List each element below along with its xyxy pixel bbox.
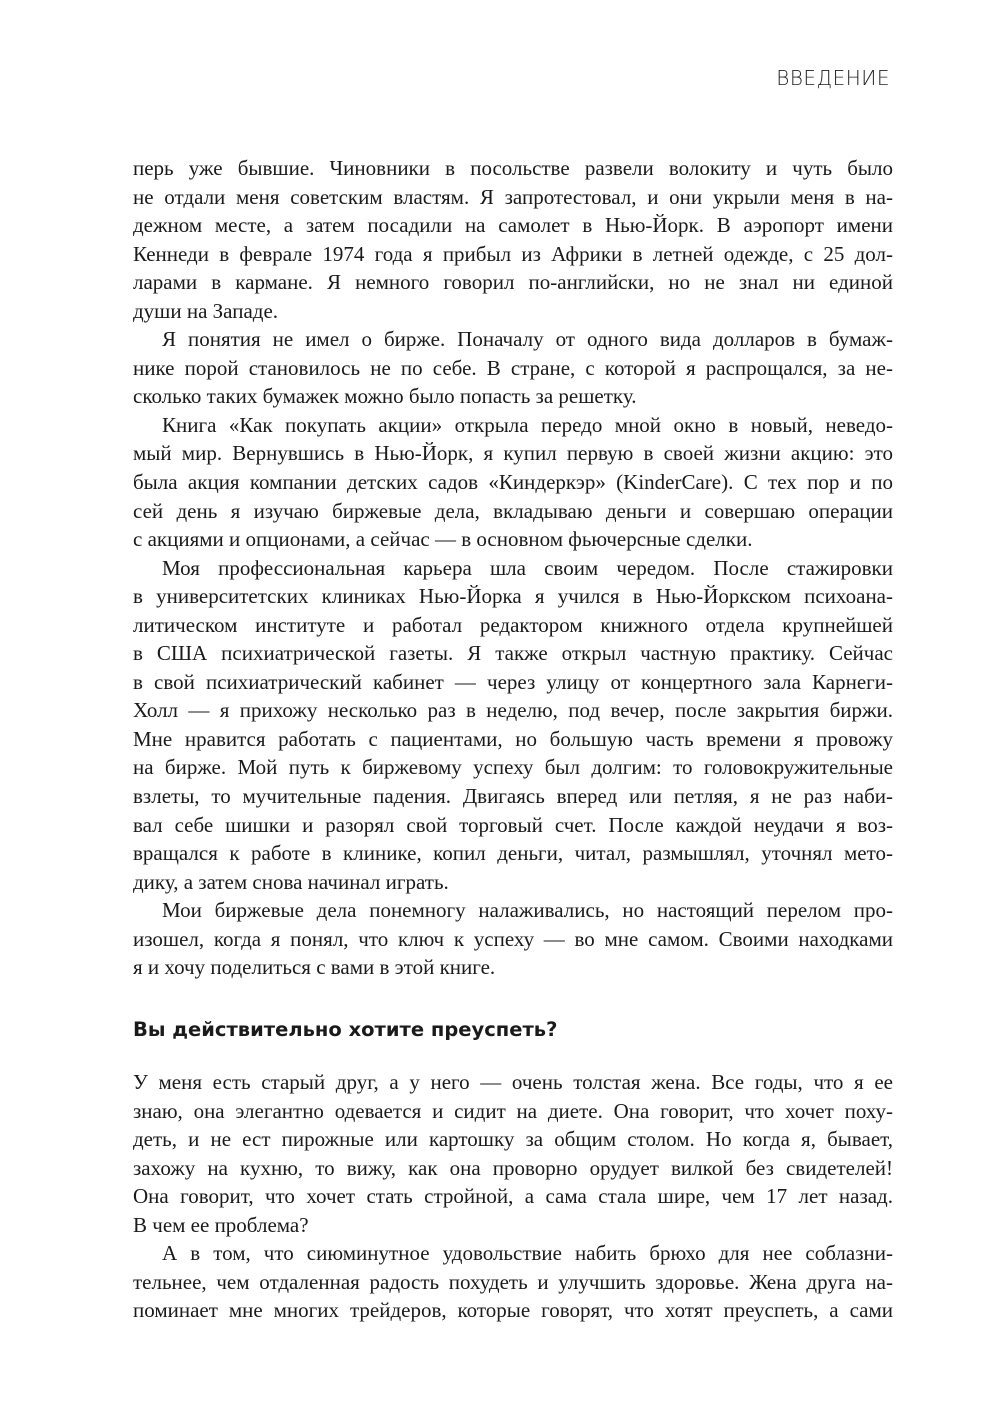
text-line: я и хочу поделиться с вами в этой книге. [133, 955, 496, 980]
text-line: Холл — я прихожу несколько раз в неделю, под вечер, после закрытия биржи. [133, 698, 893, 723]
text-line: в свой психиатрический кабинет — через улицу от концертного зала Карнеги- [133, 669, 893, 694]
text-line: с акциями и опционами, а сейчас — в основном фьючерсные сделки. [133, 527, 753, 552]
text-line: Мне нравится работать с пациентами, но большую часть времени я провожу [133, 726, 893, 751]
text-line: захожу на кухню, то вижу, как она проворно орудует вилкой без свидетелей! [133, 1155, 893, 1180]
text-line: дежном месте, а затем посадили на самолет в Нью-Йорк. В аэропорт имени [133, 213, 893, 238]
text-line: не отдали меня советским властям. Я запротестовал, и они укрыли меня в на- [133, 184, 893, 209]
running-head: ВВЕДЕНИЕ [776, 66, 890, 90]
text-line: деть, и не ест пирожные или картошку за общим столом. Но когда я, бывает, [133, 1127, 893, 1152]
text-line: А в том, что сиюминутное удовольствие набить брюхо для нее соблазни- [162, 1241, 893, 1266]
text-line: Моя профессиональная карьера шла своим чередом. После стажировки [162, 555, 893, 580]
text-line: сколько таких бумажек можно было попасть за решетку. [133, 384, 637, 409]
text-line: ларами в кармане. Я немного говорил по-английски, но не знал ни единой [133, 270, 893, 295]
text-line: в США психиатрической газеты. Я также открыл частную практику. Сейчас [133, 641, 893, 666]
paragraph [133, 1239, 893, 1325]
text-line: мый мир. Вернувшись в Нью-Йорк, я купил первую в своей жизни акцию: это [133, 441, 893, 466]
text-line: знаю, она элегантно одевается и сидит на диете. Она говорит, что хочет поху- [133, 1098, 893, 1123]
text-line: Она говорит, что хочет стать стройной, а сама стала шире, чем 17 лет назад. [133, 1184, 893, 1209]
text-line: Книга «Как покупать акции» открыла передо мной окно в новый, неведо- [162, 412, 893, 437]
paragraph [133, 554, 893, 897]
section-body-2 [133, 1068, 893, 1325]
text-line: дику, а затем снова начинал играть. [133, 869, 449, 894]
text-line: В чем ее проблема? [133, 1212, 309, 1237]
text-line: была акция компании детских садов «Киндеркэр» (KinderCare). С тех пор и по [133, 470, 893, 495]
text-line: У меня есть старый друг, а у него — очень толстая жена. Все годы, что я ее [133, 1070, 893, 1094]
text-line: души на Западе. [133, 298, 279, 323]
text-line: тельнее, чем отдаленная радость похудеть и улучшить здоровье. Жена друга на- [133, 1269, 893, 1294]
text-line: вал себе шишки и разорял свой торговый счет. После каждой неудачи я воз- [133, 812, 893, 837]
text-line: Кеннеди в феврале 1974 года я прибыл из Африки в летней одежде, с 25 дол- [133, 241, 893, 266]
text-line: Я понятия не имел о бирже. Поначалу от одного вида долларов в бумаж- [162, 327, 893, 352]
section-heading: Вы действительно хотите преуспеть? [133, 1018, 558, 1041]
paragraph [133, 325, 893, 411]
text-line: Мои биржевые дела понемногу налаживались, но настоящий перелом про- [162, 898, 893, 923]
text-line: поминает мне многих трейдеров, которые говорят, что хотят преуспеть, а сами [133, 1298, 893, 1323]
text-line: литическом институте и работал редактором книжного отдела крупнейшей [133, 612, 893, 637]
text-line: нике порой становилось не по себе. В стране, с которой я распрощался, за не- [133, 355, 893, 380]
text-line: сей день я изучаю биржевые дела, вкладываю деньги и совершаю операции [133, 498, 893, 523]
paragraph [133, 896, 893, 982]
text-line: взлеты, то мучительные падения. Двигаясь вперед или петляя, я не раз наби- [133, 784, 893, 809]
text-line: изошел, когда я понял, что ключ к успеху — во мне самом. Своими находками [133, 926, 893, 951]
text-line: перь уже бывшие. Чиновники в посольстве развели волокиту и чуть было [133, 156, 893, 180]
paragraph [133, 1068, 893, 1239]
section-body-1 [133, 154, 893, 982]
text-line: в университетских клиниках Нью-Йорка я учился в Нью-Йоркском психоана- [133, 584, 893, 609]
text-line: вращался к работе в клинике, копил деньги, читал, размышлял, уточнял мето- [133, 841, 893, 866]
text-line: на бирже. Мой путь к биржевому успеху был долгим: то головокружительные [133, 755, 893, 780]
paragraph [133, 154, 893, 325]
paragraph [133, 411, 893, 554]
